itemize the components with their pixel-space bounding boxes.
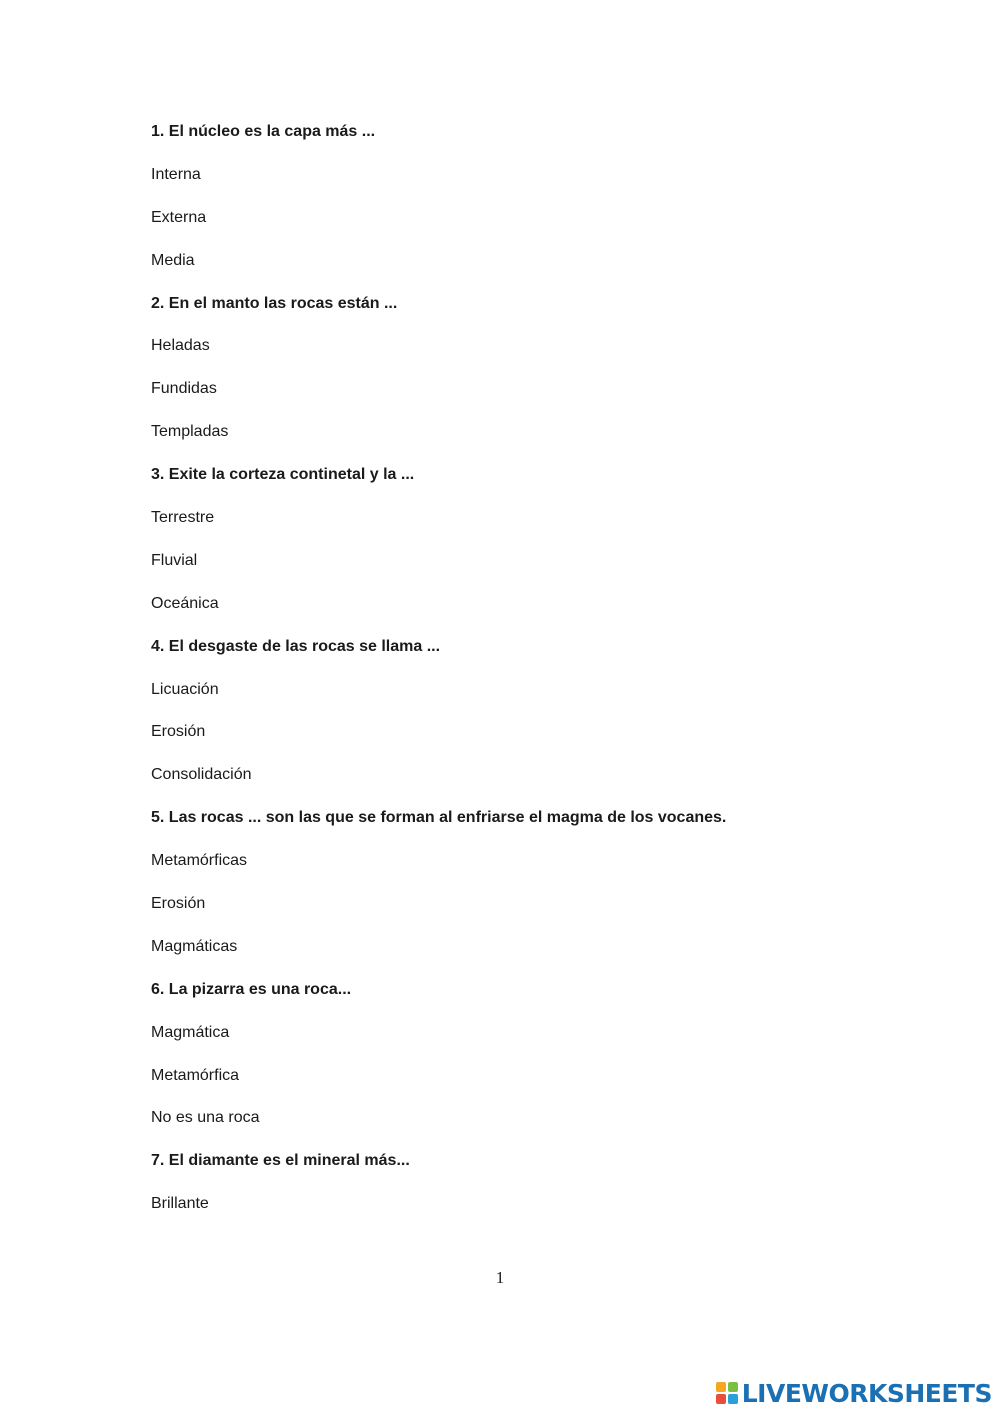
question-2: 2. En el manto las rocas están ... — [151, 294, 398, 312]
option-3-b[interactable]: Fluvial — [151, 551, 198, 569]
option-1-c[interactable]: Media — [151, 251, 195, 269]
option-1-b[interactable]: Externa — [151, 208, 207, 226]
logo-grid-icon — [716, 1382, 738, 1404]
option-4-b[interactable]: Erosión — [151, 723, 206, 741]
question-7: 7. El diamante es el mineral más... — [151, 1152, 410, 1170]
option-5-c[interactable]: Magmáticas — [151, 937, 238, 955]
logo-square-1 — [716, 1382, 726, 1392]
logo-square-3 — [716, 1394, 726, 1404]
option-7-a[interactable]: Brillante — [151, 1195, 209, 1213]
option-5-a[interactable]: Metamórficas — [151, 852, 248, 870]
option-1-a[interactable]: Interna — [151, 165, 201, 183]
logo-square-4 — [728, 1394, 738, 1404]
option-4-a[interactable]: Licuación — [151, 680, 219, 698]
liveworksheets-logo[interactable] — [716, 1378, 992, 1408]
question-5: 5. Las rocas ... son las que se forman al enfriarse el magma de los vocanes. — [151, 809, 727, 827]
question-6: 6. La pizarra es una roca... — [151, 980, 352, 998]
logo-text: LIVEWORKSHEETS — [741, 1378, 992, 1408]
quiz-list — [151, 121, 951, 1236]
question-1: 1. El núcleo es la capa más ... — [151, 123, 376, 140]
option-6-b[interactable]: Metamórfica — [151, 1066, 240, 1084]
option-6-c[interactable]: No es una roca — [151, 1109, 260, 1127]
option-2-b[interactable]: Fundidas — [151, 380, 217, 398]
question-3: 3. Exite la corteza continetal y la ... — [151, 466, 415, 484]
option-6-a[interactable]: Magmática — [151, 1023, 230, 1041]
option-4-c[interactable]: Consolidación — [151, 766, 252, 784]
option-2-a[interactable]: Heladas — [151, 337, 210, 355]
option-5-b[interactable]: Erosión — [151, 895, 206, 913]
page-number: 1 — [495, 1268, 505, 1287]
logo-square-2 — [728, 1382, 738, 1392]
option-2-c[interactable]: Templadas — [151, 423, 229, 441]
question-4: 4. El desgaste de las rocas se llama ... — [151, 637, 441, 655]
option-3-a[interactable]: Terrestre — [151, 509, 215, 527]
option-3-c[interactable]: Oceánica — [151, 594, 219, 612]
